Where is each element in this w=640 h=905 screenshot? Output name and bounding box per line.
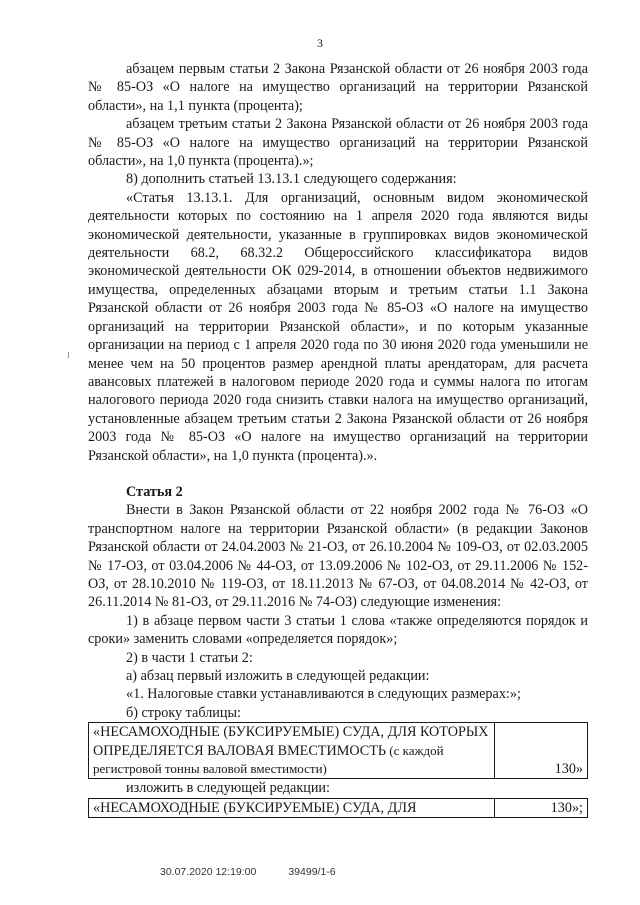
paragraph: Внести в Закон Рязанской области от 22 ноября 2002 года № 76-ОЗ «О транспортном налоге на территории Рязанской области» (в редакции Законов Рязанской области от 24.04.2003 № 21-ОЗ, от 26.10.2004 № 109-ОЗ, от 02.03.2005 № 17-ОЗ, от 03.04.2006 № 44-ОЗ, от 13.09.2006 № 102-ОЗ, от 29.11.2006 № 152-ОЗ, от 28.10.2010 № 119-ОЗ, от 18.11.2013 № 67-ОЗ, от 04.08.2014 № 42-ОЗ, от 26.11.2014 № 81-ОЗ, от 29.11.2016 № 74-ОЗ) следующие изменения:: [88, 502, 588, 611]
table-cell-description: «НЕСАМОХОДНЫЕ (БУКСИРУЕМЫЕ) СУДА, ДЛЯ: [89, 798, 495, 817]
table-cell-value: 130»: [495, 723, 588, 779]
paragraph: 1) в абзаце первом части 3 статьи 1 слова «также определяются порядок и сроки» заменить словами «определяется порядок»;: [88, 612, 588, 648]
table-row: [89, 798, 588, 817]
tax-rate-table-new: [88, 798, 588, 818]
margin-mark: [68, 352, 69, 358]
document-footer: [160, 866, 336, 878]
vessel-unit: (с каждой регистровой тонны валовой вместимости): [93, 742, 444, 777]
paragraph: «1. Налоговые ставки устанавливаются в следующих размерах:»;: [126, 686, 521, 703]
spacer: [88, 465, 588, 483]
table-cell-value: 130»;: [495, 798, 588, 817]
paragraph: абзацем третьим статьи 2 Закона Рязанской области от 26 ноября 2003 года № 85-ОЗ «О налоге на имущество организаций на территории Рязанской области», на 1,0 пункта (процента).»;: [88, 116, 588, 170]
footer-timestamp: 30.07.2020 12:19:00: [160, 866, 257, 878]
paragraph: изложить в следующей редакции:: [126, 780, 330, 797]
document-body: [88, 60, 588, 818]
table-row: [89, 723, 588, 779]
paragraph: а) абзац первый изложить в следующей редакции:: [126, 668, 430, 684]
footer-doc-id: 39499/1-6: [288, 866, 336, 878]
paragraph: 8) дополнить статьей 13.13.1 следующего содержания:: [126, 171, 457, 188]
paragraph: б) строку таблицы:: [126, 704, 241, 721]
page-number: 3: [317, 36, 323, 50]
article-heading: Статья 2: [126, 483, 183, 500]
paragraph: «Статья 13.13.1. Для организаций, основным видом экономической деятельности которых по состоянию на 1 апреля 2020 года являются виды экономической деятельности, указанные в группировках видов экономической деятельности 68.2, 68.32.2 Общероссийского классификатора видов экономической деятельности ОК 029-2014, в отношении объектов недвижимого имущества, определенных абзацами вторым и третьим статьи 1.1 Закона Рязанской области от 26 ноября 2003 года № 85-ОЗ «О налоге на имущество организаций на территории Рязанской области», и по которым указанные организации на период с 1 апреля 2020 года по 30 июня 2020 года уменьшили не менее чем на 50 процентов размер арендной платы арендаторам, для расчета авансовых платежей в налоговом периоде 2020 года и суммы налога по итогам налогового периода 2020 года снизить ставки налога на имущество организаций, установленные абзацем третьим статьи 2 Закона Рязанской области от 26 ноября 2003 года № 85-ОЗ «О налоге на имущество организаций на территории Рязанской области», на 1,0 пункта (процента).».: [88, 189, 588, 464]
paragraph: 2) в части 1 статьи 2:: [126, 649, 253, 666]
table-cell-description: [89, 723, 495, 779]
paragraph: абзацем первым статьи 2 Закона Рязанской области от 26 ноября 2003 года № 85-ОЗ «О налоге на имущество организаций на территории Рязанской области», на 1,1 пункта (процента);: [88, 61, 588, 114]
vessel-category: «НЕСАМОХОДНЫЕ (БУКСИРУЕМЫЕ) СУДА, ДЛЯ КОТОРЫХ ОПРЕДЕЛЯЕТСЯ ВАЛОВАЯ ВМЕСТИМОСТЬ: [93, 724, 489, 759]
tax-rate-table-old: [88, 722, 588, 779]
